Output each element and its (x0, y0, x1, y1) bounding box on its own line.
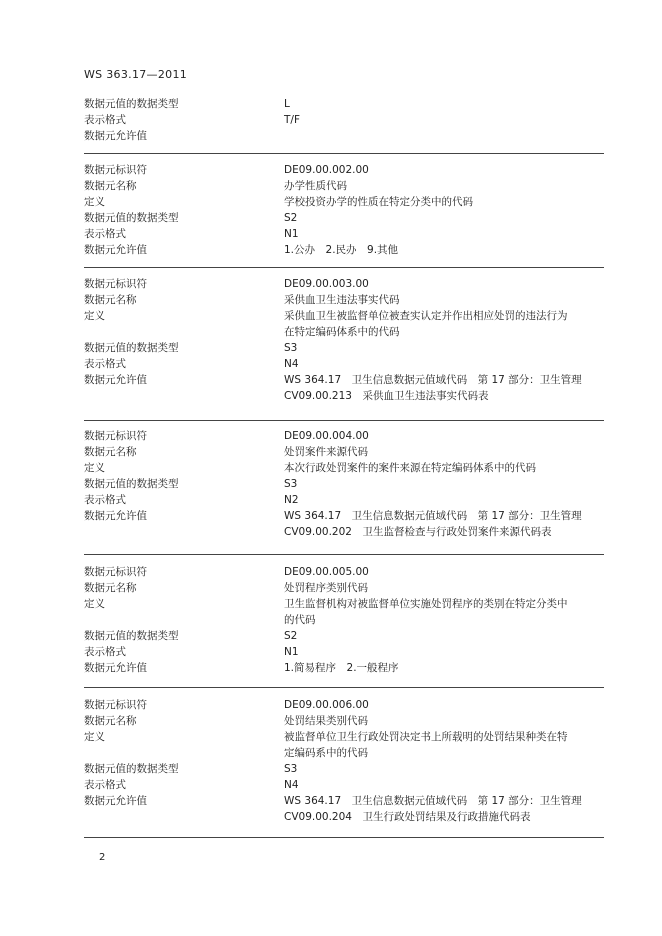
section-divider (84, 837, 604, 838)
value-format: N1 (284, 646, 299, 658)
value-datatype: S3 (284, 342, 298, 354)
label-name: 数据元名称 (84, 294, 137, 306)
label-identifier: 数据元标识符 (84, 278, 147, 290)
label-format: 表示格式 (84, 779, 126, 791)
value-definition (284, 729, 604, 761)
label-definition: 定义 (84, 598, 105, 610)
allowed-line: WS 364.17 卫生信息数据元值域代码 第 17 部分：卫生管理 (284, 510, 582, 522)
value-identifier: DE09.00.006.00 (284, 699, 369, 711)
label-name: 数据元名称 (84, 446, 137, 458)
section-divider (84, 153, 604, 154)
data-element-section (84, 276, 604, 404)
value-name: 处罚结果类别代码 (284, 715, 368, 727)
value-name: 采供血卫生违法事实代码 (284, 294, 400, 306)
value-allowed (284, 372, 604, 404)
label-definition: 定义 (84, 731, 105, 743)
label-allowed: 数据元允许值 (84, 510, 147, 522)
value-identifier: DE09.00.002.00 (284, 164, 369, 176)
section-divider (84, 267, 604, 268)
value-datatype: S3 (284, 478, 298, 490)
data-element-section (84, 697, 604, 825)
value-identifier: DE09.00.005.00 (284, 566, 369, 578)
section-continuation (84, 96, 604, 144)
value-format: N4 (284, 358, 299, 370)
allowed-line: WS 364.17 卫生信息数据元值域代码 第 17 部分：卫生管理 (284, 795, 582, 807)
value-format: T/F (284, 114, 300, 126)
label-allowed: 数据元允许值 (84, 662, 147, 674)
value-name: 处罚程序类别代码 (284, 582, 368, 594)
label-allowed: 数据元允许值 (84, 374, 147, 386)
allowed-line: CV09.00.202 卫生监督检查与行政处罚案件来源代码表 (284, 526, 552, 538)
allowed-line: CV09.00.204 卫生行政处罚结果及行政措施代码表 (284, 811, 531, 823)
value-identifier: DE09.00.004.00 (284, 430, 369, 442)
value-format: N2 (284, 494, 299, 506)
value-datatype: S3 (284, 763, 298, 775)
value-definition: 学校投资办学的性质在特定分类中的代码 (284, 196, 473, 208)
label-name: 数据元名称 (84, 715, 137, 727)
label-definition: 定义 (84, 462, 105, 474)
value-name: 处罚案件来源代码 (284, 446, 368, 458)
data-element-section (84, 564, 604, 676)
label-datatype: 数据元值的数据类型 (84, 763, 179, 775)
value-definition (284, 308, 604, 340)
label-format: 表示格式 (84, 358, 126, 370)
label-format: 表示格式 (84, 494, 126, 506)
definition-line: 被监督单位卫生行政处罚决定书上所载明的处罚结果种类在特 (284, 731, 568, 743)
value-format: N1 (284, 228, 299, 240)
allowed-line: CV09.00.213 采供血卫生违法事实代码表 (284, 390, 489, 402)
value-name: 办学性质代码 (284, 180, 347, 192)
document-id: WS 363.17—2011 (84, 68, 188, 81)
value-allowed (284, 793, 604, 825)
label-format: 表示格式 (84, 646, 126, 658)
label-definition: 定义 (84, 310, 105, 322)
value-allowed (284, 508, 604, 540)
definition-line: 的代码 (284, 614, 316, 626)
definition-line: 采供血卫生被监督单位被查实认定并作出相应处罚的违法行为 (284, 310, 568, 322)
label-identifier: 数据元标识符 (84, 164, 147, 176)
value-allowed: 1.公办 2.民办 9.其他 (284, 244, 399, 256)
data-element-section (84, 162, 604, 258)
label-datatype: 数据元值的数据类型 (84, 342, 179, 354)
section-divider (84, 420, 604, 421)
label-name: 数据元名称 (84, 180, 137, 192)
label-datatype: 数据元值的数据类型 (84, 478, 179, 490)
definition-line: 在特定编码体系中的代码 (284, 326, 400, 338)
label-datatype: 数据元值的数据类型 (84, 98, 179, 110)
label-definition: 定义 (84, 196, 105, 208)
row-allowed (84, 128, 604, 144)
label-identifier: 数据元标识符 (84, 699, 147, 711)
label-format: 表示格式 (84, 228, 126, 240)
label-allowed: 数据元允许值 (84, 795, 147, 807)
label-datatype: 数据元值的数据类型 (84, 212, 179, 224)
label-identifier: 数据元标识符 (84, 566, 147, 578)
value-datatype: L (284, 98, 290, 110)
definition-line: 定编码系中的代码 (284, 747, 368, 759)
label-identifier: 数据元标识符 (84, 430, 147, 442)
value-allowed: 1.简易程序 2.一般程序 (284, 662, 399, 674)
value-definition (284, 596, 604, 628)
label-format: 表示格式 (84, 114, 126, 126)
allowed-line: WS 364.17 卫生信息数据元值域代码 第 17 部分：卫生管理 (284, 374, 582, 386)
section-divider (84, 554, 604, 555)
label-allowed: 数据元允许值 (84, 244, 147, 256)
value-format: N4 (284, 779, 299, 791)
row-format (84, 112, 604, 128)
label-name: 数据元名称 (84, 582, 137, 594)
row-datatype (84, 96, 604, 112)
definition-line: 卫生监督机构对被监督单位实施处罚程序的类别在特定分类中 (284, 598, 568, 610)
page-number: 2 (99, 852, 106, 863)
value-datatype: S2 (284, 630, 298, 642)
value-datatype: S2 (284, 212, 298, 224)
label-allowed: 数据元允许值 (84, 130, 147, 142)
section-divider (84, 687, 604, 688)
data-element-section (84, 428, 604, 540)
value-identifier: DE09.00.003.00 (284, 278, 369, 290)
label-datatype: 数据元值的数据类型 (84, 630, 179, 642)
value-definition: 本次行政处罚案件的案件来源在特定编码体系中的代码 (284, 462, 536, 474)
